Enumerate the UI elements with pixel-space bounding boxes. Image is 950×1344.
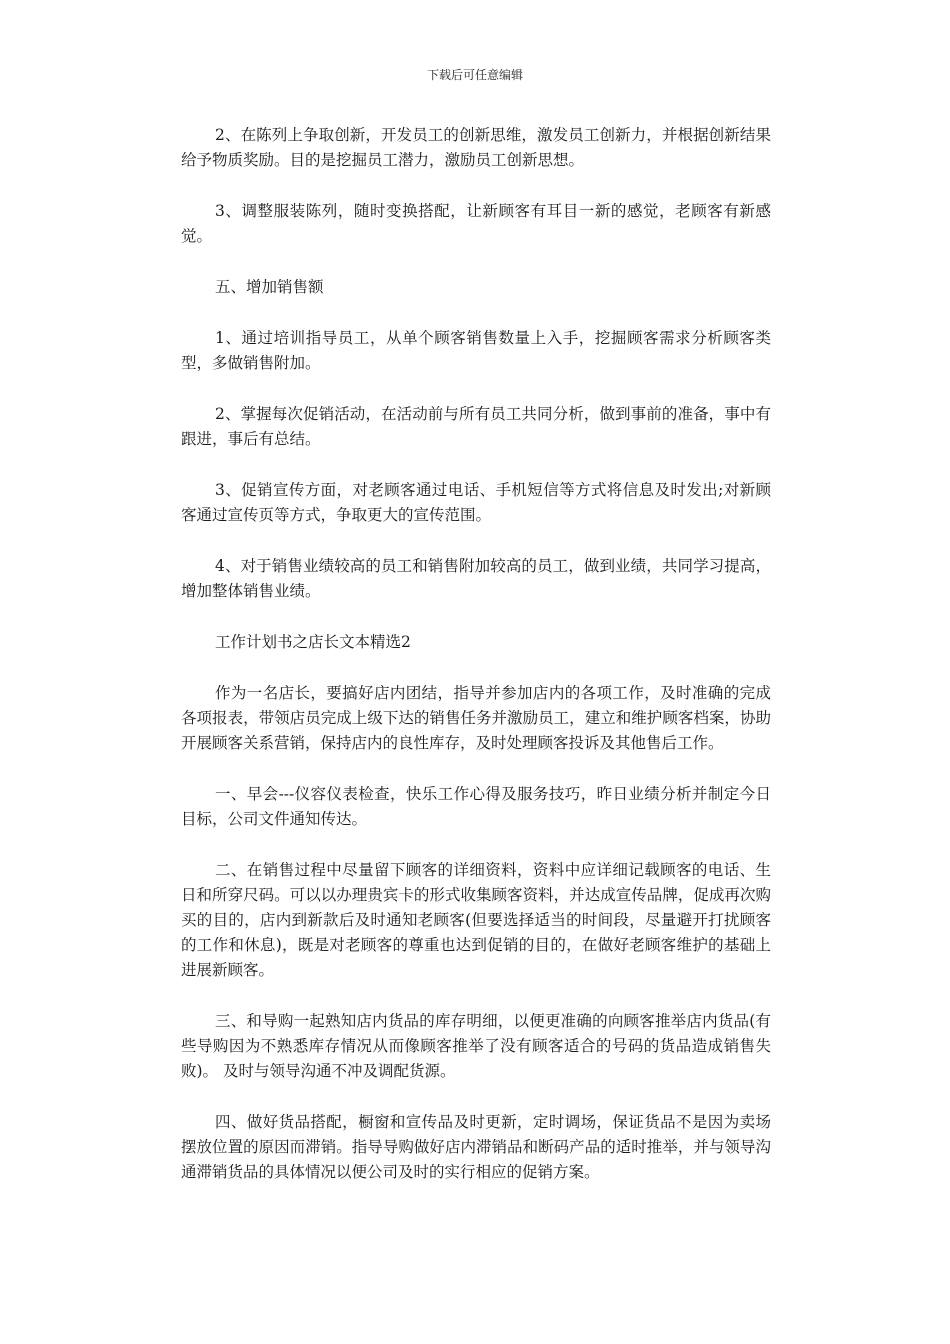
page-header: 下载后可任意编辑 [426,68,523,82]
paragraph: 二、在销售过程中尽量留下顾客的详细资料，资料中应详细记载顾客的电话、生日和所穿尺码。可以以办理贵宾卡的形式收集顾客资料，并达成宣传品牌，促成再次购买的目的，店内到新款后及时通知老顾客(但要选择适当的时间段，尽量避开打扰顾客的工作和休息)，既是对老顾客的尊重也达到促销的目的，在做好老顾客维护的基础上进展新顾客。 [181,861,771,979]
paragraph: 作为一名店长，要搞好店内团结，指导并参加店内的各项工作，及时准确的完成各项报表，带领店员完成上级下达的销售任务并激励员工，建立和维护顾客档案，协助开展顾客关系营销，保持店内的良性库存，及时处理顾客投诉及其他售后工作。 [181,684,771,752]
paragraph: 1、通过培训指导员工，从单个顾客销售数量上入手，挖掘顾客需求分析顾客类型，多做销售附加。 [181,329,771,372]
paragraph: 2、在陈列上争取创新，开发员工的创新思维，激发员工创新力，并根据创新结果给予物质奖励。目的是挖掘员工潜力，激励员工创新思想。 [181,126,771,169]
paragraph: 3、促销宣传方面，对老顾客通过电话、手机短信等方式将信息及时发出;对新顾客通过宣传页等方式，争取更大的宣传范围。 [181,481,771,524]
paragraph: 四、做好货品搭配，橱窗和宣传品及时更新，定时调场，保证货品不是因为卖场摆放位置的原因而滞销。指导导购做好店内滞销品和断码产品的适时推举，并与领导沟通滞销货品的具体情况以便公司及时的实行相应的促销方案。 [181,1113,771,1181]
paragraph: 2、掌握每次促销活动，在活动前与所有员工共同分析，做到事前的准备，事中有跟进，事后有总结。 [181,405,771,448]
paragraph: 3、调整服装陈列，随时变换搭配，让新顾客有耳目一新的感觉，老顾客有新感觉。 [181,202,771,245]
paragraph: 4、对于销售业绩较高的员工和销售附加较高的员工，做到业绩，共同学习提高，增加整体销售业绩。 [181,557,771,600]
paragraph: 一、早会---仪容仪表检查，快乐工作心得及服务技巧，昨日业绩分析并制定今日目标，公司文件通知传达。 [181,785,771,828]
section-heading: 工作计划书之店长文本精选2 [215,633,411,651]
document-body [181,123,771,1211]
section-heading: 五、增加销售额 [215,278,324,296]
paragraph: 三、和导购一起熟知店内货品的库存明细，以便更准确的向顾客推举店内货品(有些导购因为不熟悉库存情况从而像顾客推举了没有顾客适合的号码的货品造成销售失败)。 及时与领导沟通不冲及调配货源。 [181,1012,771,1080]
